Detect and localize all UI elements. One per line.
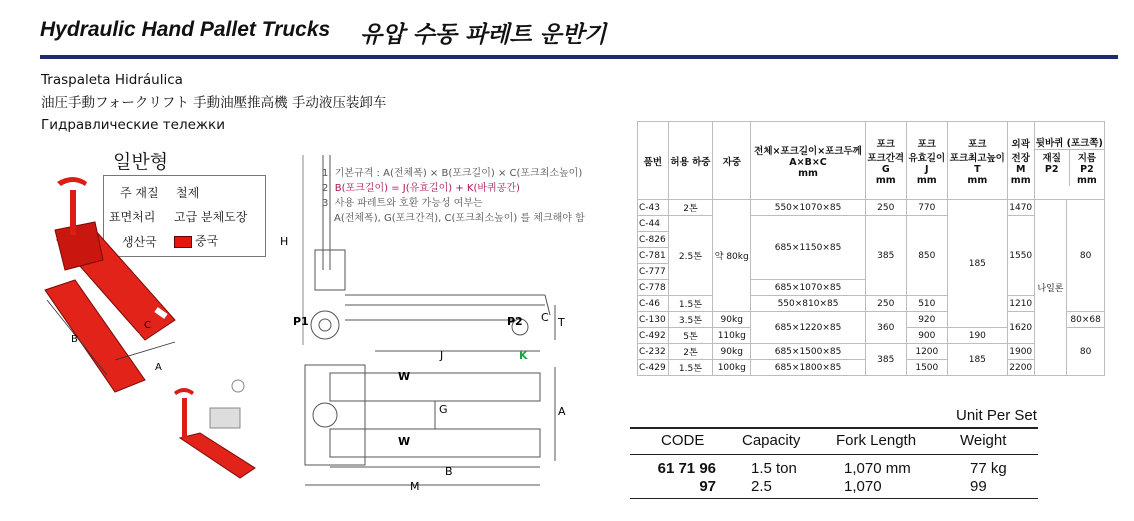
pallet-truck-photo-main (35, 170, 205, 400)
material-value: 철제 (176, 186, 200, 200)
th-fork-len (906, 122, 947, 200)
dim-label-m: M (410, 480, 420, 493)
row2-fork-length: 1,070 (844, 478, 882, 495)
th-fork-len-unit: mm (916, 174, 937, 186)
cell-model: C-826 (638, 232, 669, 248)
cell-load: 1.5톤 (668, 296, 712, 312)
cell-m: 2200 (1007, 360, 1034, 376)
cell-g-merged-360: 360 (865, 312, 906, 344)
cell-weight-merged: 약 80kg (713, 200, 751, 312)
photo-label-c: C (144, 320, 151, 331)
note-1-num: 1. (322, 168, 332, 179)
col-fork-length: Fork Length (836, 432, 917, 449)
cell-diameter: 80×68 (1067, 312, 1105, 328)
th-model: 품번 (638, 122, 669, 200)
note-2: B(포크길이) = J(유효길이) + K(바퀴공간) (334, 183, 520, 194)
cell-t-merged-185b: 185 (947, 344, 1007, 376)
cell-model: C-46 (638, 296, 669, 312)
th-rear-mat-sym: P2 (1044, 164, 1059, 175)
cell-g: 250 (865, 200, 906, 216)
row2-weight: 99 (970, 478, 987, 495)
cell-model: C-232 (638, 344, 669, 360)
th-dims (751, 122, 865, 200)
unit-table-mid-rule (630, 454, 1038, 455)
dim-label-t: T (558, 316, 565, 329)
th-fork-gap (865, 122, 906, 200)
cell-load: 1.5톤 (668, 360, 712, 376)
th-dims-sub: A×B×C (789, 156, 827, 168)
truck-illustration-main (45, 177, 175, 392)
material-label: 주 재질 (120, 186, 159, 200)
cell-m-merged-1620: 1620 (1007, 312, 1034, 344)
th-fork-gap-top: 포크 (876, 138, 895, 150)
spec-notes (322, 166, 612, 226)
photo-label-b: B (71, 334, 78, 345)
dim-label-p2: P2 (507, 315, 523, 328)
cell-model: C-778 (638, 280, 669, 296)
cell-material-merged: 나일론 (1034, 200, 1067, 376)
th-rear-dia-unit: mm (1076, 175, 1097, 186)
cell-j-merged: 850 (906, 216, 947, 296)
th-fork-h-sym: T (974, 163, 981, 175)
th-outer-unit: mm (1010, 174, 1031, 186)
cell-t: 190 (947, 328, 1007, 344)
origin-value: 중국 (195, 234, 219, 248)
unit-per-set-label: Unit Per Set (956, 407, 1037, 424)
th-fork-h (947, 122, 1007, 200)
cell-load: 2톤 (668, 200, 712, 216)
th-fork-len-label: 유효길이 (908, 152, 946, 164)
col-capacity: Capacity (742, 432, 801, 449)
cell-dims: 550×1070×85 (751, 200, 865, 216)
cell-j: 1500 (906, 360, 947, 376)
cell-load: 2톤 (668, 344, 712, 360)
pallet-truck-photo-small (160, 378, 270, 488)
cell-dims: 685×1800×85 (751, 360, 865, 376)
cell-model: C-43 (638, 200, 669, 216)
subtitle-russian: Гидравлические тележки (41, 117, 225, 133)
note-4: A(전체폭), G(포크간격), C(포크최소높이) 를 체크해야 함 (334, 213, 585, 224)
cell-load-merged: 2.5톤 (668, 216, 712, 296)
note-3: 사용 파레트와 호환 가능성 여부는 (334, 198, 483, 209)
cell-j: 900 (906, 328, 947, 344)
dim-label-w-bottom: W (398, 435, 411, 448)
photo-label-a: A (155, 362, 162, 373)
cell-dims-merged: 685×1150×85 (751, 216, 865, 280)
cell-j: 1200 (906, 344, 947, 360)
finish-label: 표면처리 (109, 210, 156, 224)
cell-dims: 685×1070×85 (751, 280, 865, 296)
dim-label-w-top: W (398, 370, 411, 383)
cell-dims-merged-1220: 685×1220×85 (751, 312, 865, 344)
cell-model: C-429 (638, 360, 669, 376)
cell-j: 770 (906, 200, 947, 216)
row1-capacity: 1.5 ton (751, 460, 797, 477)
th-rear-dia-sym: P2 (1080, 164, 1094, 175)
th-fork-h-unit: mm (967, 174, 988, 186)
row1-fork-length: 1,070 mm (844, 460, 911, 477)
dim-label-p1: P1 (293, 315, 309, 328)
th-outer-label: 전장 (1011, 152, 1030, 164)
page-title-english: Hydraulic Hand Pallet Trucks (40, 18, 331, 41)
th-outer (1007, 122, 1034, 200)
cell-load: 5톤 (668, 328, 712, 344)
th-rear-title: 뒷바퀴 (포크쪽) (1035, 135, 1104, 150)
cell-model: C-781 (638, 248, 669, 264)
table-row (638, 200, 1105, 216)
cell-g: 250 (865, 296, 906, 312)
th-rear-mat-label: 재질 (1042, 153, 1061, 164)
cell-weight: 90kg (713, 344, 751, 360)
row1-code: 61 71 96 (657, 460, 716, 477)
cell-j: 920 (906, 312, 947, 328)
th-outer-top: 외곽 (1011, 138, 1030, 150)
th-fork-h-top: 포크 (968, 138, 987, 150)
cell-diameter-merged: 80 (1067, 200, 1105, 312)
cell-m: 1470 (1007, 200, 1034, 216)
cell-dims: 685×1500×85 (751, 344, 865, 360)
cell-load: 3.5톤 (668, 312, 712, 328)
row2-code: 97 (699, 478, 716, 495)
cell-dims: 550×810×85 (751, 296, 865, 312)
th-fork-gap-sym: G (881, 163, 890, 175)
cell-model: C-130 (638, 312, 669, 328)
dim-label-a: A (558, 405, 566, 418)
cell-model: C-777 (638, 264, 669, 280)
dim-label-j: J (440, 349, 444, 362)
th-fork-gap-unit: mm (875, 174, 896, 186)
subtitle-spanish: Traspaleta Hidráulica (41, 72, 183, 88)
cell-g-merged-385b: 385 (865, 344, 906, 376)
cell-j: 510 (906, 296, 947, 312)
cell-model: C-492 (638, 328, 669, 344)
spec-table (637, 121, 1105, 376)
th-outer-sym: M (1015, 163, 1026, 175)
col-weight: Weight (960, 432, 1007, 449)
cell-m: 1210 (1007, 296, 1034, 312)
cell-g-merged: 385 (865, 216, 906, 296)
cell-weight: 100kg (713, 360, 751, 376)
row2-capacity: 2.5 (751, 478, 772, 495)
col-code: CODE (661, 432, 705, 449)
note-2-num: 2. (322, 183, 332, 194)
cell-weight: 90kg (713, 312, 751, 328)
title-divider (40, 55, 1118, 59)
unit-table-bottom-rule (630, 498, 1038, 499)
dim-label-c: C (541, 311, 549, 324)
cell-diameter-merged-b: 80 (1067, 328, 1105, 376)
cell-t-merged: 185 (947, 200, 1007, 328)
th-fork-gap-label: 포크간격 (867, 152, 905, 164)
th-fork-h-label: 포크최고높이 (949, 152, 1005, 164)
note-1: 기본규격 : A(전체폭) × B(포크길이) × C(포크최소높이) (334, 168, 583, 179)
cell-m-merged: 1550 (1007, 216, 1034, 296)
dim-label-g: G (439, 403, 448, 416)
th-dims-unit: mm (798, 167, 818, 179)
th-weight: 자중 (713, 122, 751, 200)
th-rear-wheel (1034, 122, 1104, 200)
th-fork-len-sym: J (925, 163, 929, 175)
dim-label-k: K (519, 349, 528, 362)
page-title-korean: 유압 수동 파레트 운반기 (360, 22, 607, 48)
origin-label: 생산국 (122, 235, 157, 249)
th-rear-material (1035, 150, 1070, 186)
cell-weight: 110kg (713, 328, 751, 344)
th-dims-title: 전체×포크길이×포크두께 (754, 145, 862, 157)
dim-label-b: B (445, 465, 453, 478)
th-load: 허용 하중 (668, 122, 712, 200)
dim-label-h: H (280, 235, 289, 248)
th-rear-diameter (1070, 150, 1104, 186)
subtitle-asian: 油圧手動フォークリフト 手動油壓推高機 手动液压装卸车 (41, 95, 387, 111)
th-rear-dia-label: 지름 (1077, 153, 1097, 164)
note-3-num: 3. (322, 198, 332, 209)
cell-model: C-44 (638, 216, 669, 232)
unit-table-top-rule (630, 427, 1038, 429)
cell-m: 1900 (1007, 344, 1034, 360)
finish-value: 고급 분체도장 (174, 210, 248, 224)
row1-weight: 77 kg (970, 460, 1007, 477)
th-fork-len-top: 포크 (917, 138, 936, 150)
product-type-heading: 일반형 (113, 151, 169, 173)
